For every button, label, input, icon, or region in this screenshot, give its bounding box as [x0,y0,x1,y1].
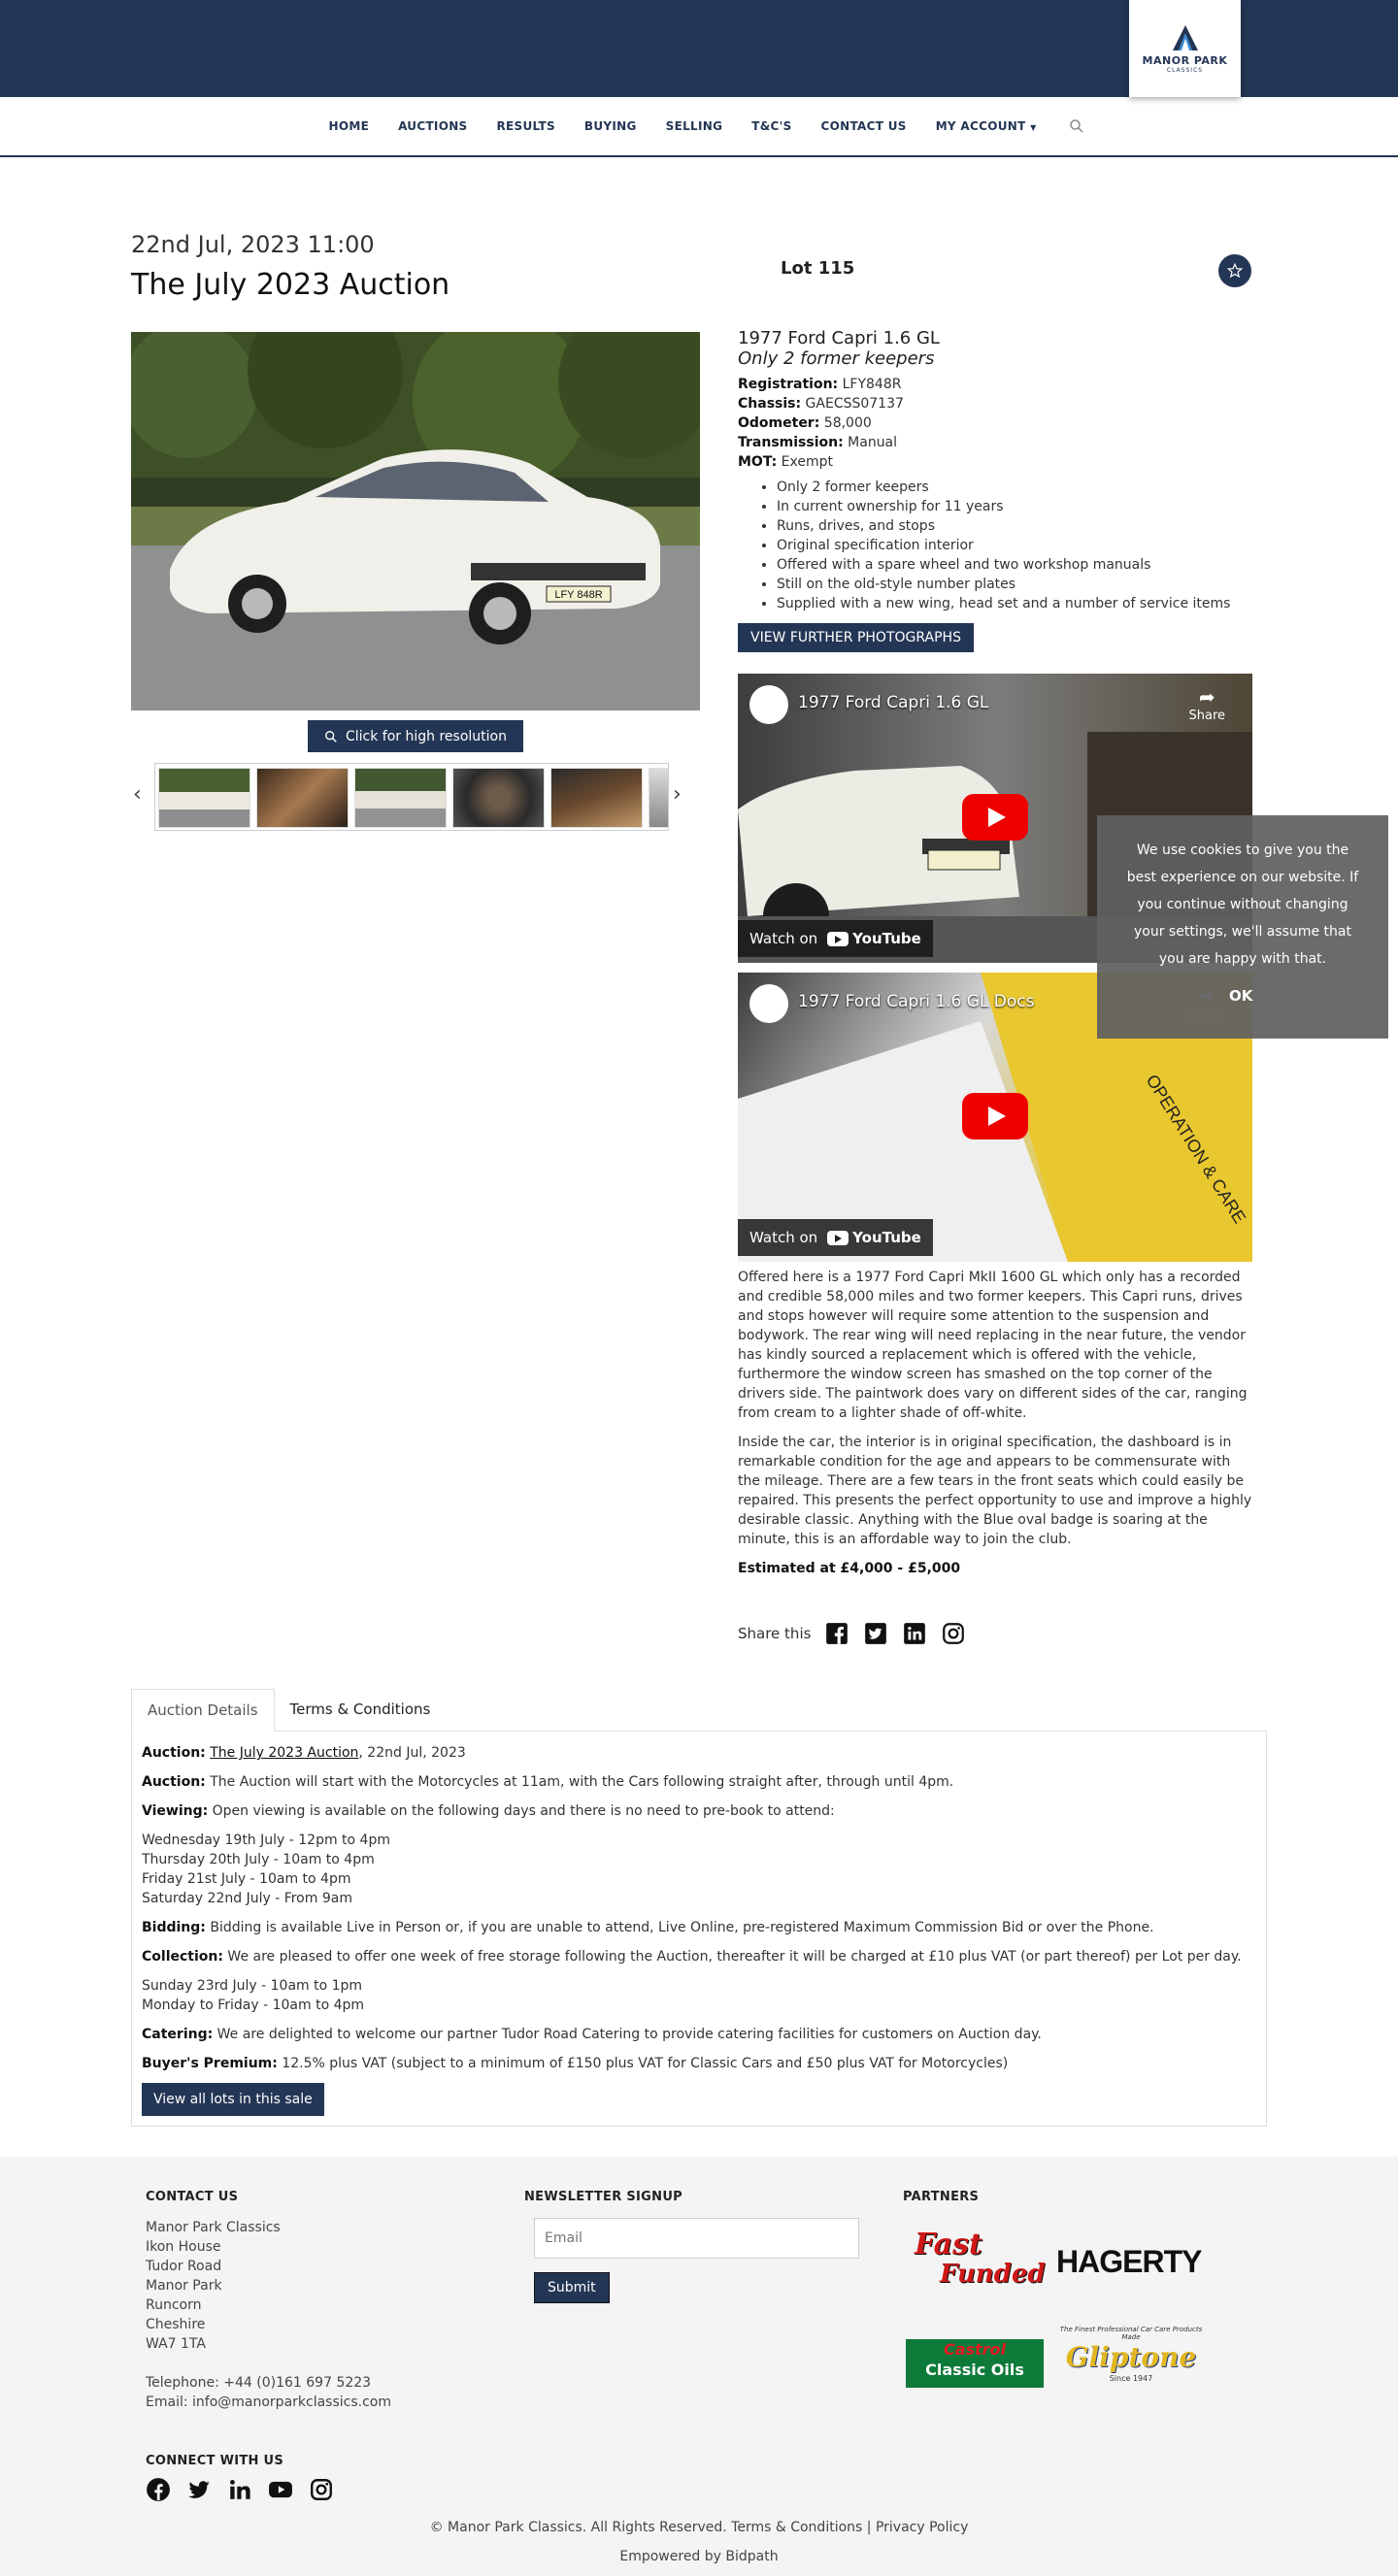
nav-contact[interactable]: CONTACT US [820,119,907,133]
nav-buying[interactable]: BUYING [583,119,637,133]
chevron-right-icon[interactable]: › [673,782,682,807]
catering-line: Catering: We are delighted to welcome our partner Tudor Road Catering to provide catering facilities for customers on Auction day. [142,2027,1042,2042]
logo-mark-icon [1169,23,1202,52]
share-bar [738,1621,966,1646]
video-title[interactable]: 1977 Ford Capri 1.6 GL Docs [798,992,1035,1011]
auction-date: 22nd Jul, 2023 11:00 [131,231,375,258]
number-plate-text: LFY 848R [554,589,603,601]
footer-newsletter [524,2190,859,2303]
video-title[interactable]: 1977 Ford Capri 1.6 GL [798,693,989,712]
watch-on-youtube-button[interactable]: Watch on YouTube [738,1219,933,1256]
cookie-banner [1097,815,1388,1039]
auction-schedule-line: Auction: The Auction will start with the Motorcycles at 11am, with the Cars following straight after, through until 4pm. [142,1774,954,1790]
nav-selling[interactable]: SELLING [665,119,723,133]
nav-terms[interactable]: T&C'S [751,119,792,133]
lot-details [738,328,1252,652]
high-resolution-button[interactable] [308,720,523,752]
video-overlay-text: OPERATION & CARE [1142,1071,1250,1227]
list-item: • Still on the old-style number plates [777,575,1252,594]
collection-line: Collection: We are pleased to offer one week of free storage following the Auction, thereafter it will be charged at £10 plus VAT (or part thereof) per Lot per day. [142,1949,1242,1965]
nav-my-account-label: MY ACCOUNT [935,119,1026,133]
footer-contact: CONTACT US Manor Park Classics Ikon House Tudor Road Manor Park Runcorn Cheshire WA7 1TA Telephone: +44 (0)161 697 5223 Email: info@manorparkclassics.com [146,2190,391,2410]
chevron-left-icon[interactable]: ‹ [133,782,142,807]
cookie-ok-button[interactable]: OK [1229,987,1253,1005]
car-photo [131,332,700,710]
terms-link[interactable]: Terms & Conditions [731,2520,863,2535]
auction-title: The July 2023 Auction [131,268,450,302]
search-icon[interactable] [1069,118,1084,134]
connect-heading: CONNECT WITH US [146,2454,284,2468]
viewing-line: Viewing: Open viewing is available on the following days and there is no need to pre-book to attend: [142,1803,835,1819]
facebook-icon[interactable] [146,2477,171,2502]
copyright-line: © Manor Park Classics. All Rights Reserved. Terms & Conditions | Privacy Policy [429,2520,969,2535]
thumbnail[interactable] [256,768,349,828]
thumbnail-strip [154,763,669,831]
buyers-premium-line: Buyer's Premium: 12.5% plus VAT (subject to a minimum of £150 plus VAT for Classic Cars and £50 plus VAT for Motorcycles) [142,2056,1009,2071]
thumbnail[interactable] [550,768,643,828]
share-button[interactable]: ➦ Share [1188,685,1225,723]
description-paragraph: Offered here is a 1977 Ford Capri MkII 1600 GL which only has a recorded and credible 58,000 miles and two former keepers. This Capri runs, drives and stops however will require some attention to the suspension and bodywork. The rear wing will need replacing in the near future, the vendor has kindly sourced a replacement which is offered with the vehicle, furthermore the window screen has smashed on the top corner of the drivers side. The paintwork does vary on different sides of the car, ranging from cream to a lighter shade of off-white. [738,1270,1248,1421]
linkedin-icon[interactable] [227,2477,252,2502]
social-links [146,2477,334,2502]
spec-odometer: Odometer: 58,000 [738,415,872,431]
high-resolution-label: Click for high resolution [346,728,507,744]
caret-down-icon: ▼ [1030,123,1037,132]
channel-avatar[interactable] [749,685,788,724]
email[interactable]: Email: info@manorparkclassics.com [146,2394,391,2410]
thumbnail[interactable] [354,768,447,828]
auction-link[interactable]: The July 2023 Auction [210,1745,359,1761]
youtube-logo: YouTube [827,930,921,947]
powered-by[interactable]: Empowered by Bidpath [619,2549,779,2564]
view-further-photographs-button[interactable]: VIEW FURTHER PHOTOGRAPHS [738,623,974,652]
description-paragraph: Inside the car, the interior is in original specification, the dashboard is in remarkable condition for the age and appears to be commensurate with the mileage. There are a few tears in the front seats which could easily be repaired. This presents the perfect opportunity to use and improve a highly desirable classic. Anything with the Blue oval badge is soaring at the minute, this is an affordable way to join the club. [738,1435,1252,1547]
spec-mot: MOT: Exempt [738,454,833,470]
play-button[interactable] [962,794,1028,841]
estimate: Estimated at £4,000 - £5,000 [738,1561,961,1576]
twitter-icon[interactable] [186,2477,212,2502]
play-button[interactable] [962,1093,1028,1139]
lot-title: 1977 Ford Capri 1.6 GL [738,328,940,348]
instagram-icon[interactable] [941,1621,966,1646]
youtube-icon[interactable] [268,2477,293,2502]
search-icon [324,730,338,743]
share-label: Share this [738,1625,812,1642]
nav-home[interactable]: HOME [328,119,370,133]
list-item: • In current ownership for 11 years [777,497,1252,516]
star-icon [1226,262,1244,280]
privacy-link[interactable]: Privacy Policy [875,2520,969,2535]
instagram-icon[interactable] [309,2477,334,2502]
watch-on-youtube-button[interactable]: Watch on YouTube [738,920,933,957]
logo-subtext: CLASSICS [1166,67,1204,74]
site-footer [0,2157,1398,2576]
feature-list [777,478,1252,613]
spec-transmission: Transmission: Manual [738,435,898,450]
list-item: • Only 2 former keepers [777,478,1252,497]
nav-my-account[interactable] [921,119,1051,133]
newsletter-email-input[interactable] [534,2218,859,2259]
nav-results[interactable]: RESULTS [496,119,555,133]
footer-heading: NEWSLETTER SIGNUP [524,2190,683,2204]
spec-chassis: Chassis: GAECSS07137 [738,396,904,412]
thumbnail[interactable] [158,768,250,828]
thumbnail-carousel [131,763,700,831]
telephone[interactable]: Telephone: +44 (0)161 697 5223 [146,2375,372,2391]
youtube-logo: YouTube [827,1229,921,1246]
facebook-icon[interactable] [824,1621,849,1646]
share-arrow-icon: ➦ [1198,685,1215,709]
site-logo[interactable] [1129,0,1241,97]
lot-main-image[interactable] [131,332,700,710]
main-nav [0,97,1398,157]
lot-number: Lot 115 [781,258,855,279]
tab-auction-details[interactable]: Auction Details [131,1689,275,1732]
cookie-text: We use cookies to give you the best experience on our website. If you continue without changing your settings, we'll assume that you are happy with that. [1126,842,1359,967]
linkedin-icon[interactable] [902,1621,927,1646]
auction-tabs [131,1689,1267,2127]
footer-heading: CONTACT US [146,2190,239,2204]
auction-name-line: Auction: The July 2023 Auction, 22nd Jul, 2023 [142,1745,466,1761]
list-item: • Supplied with a new wing, head set and a number of service items [777,594,1252,613]
newsletter-submit-button[interactable]: Submit [534,2272,610,2303]
bidding-line: Bidding: Bidding is available Live in Person or, if you are unable to attend, Live Online, pre-registered Maximum Commission Bid or over the Phone. [142,1920,1154,1935]
tab-list [131,1689,1267,1731]
partner-logo-hagerty[interactable]: HAGERTY [1056,2244,1202,2279]
thumbnail[interactable] [649,768,669,828]
list-item: • Offered with a spare wheel and two workshop manuals [777,555,1252,575]
lot-subtitle: Only 2 former keepers [738,348,935,369]
tab-terms-conditions[interactable]: Terms & Conditions [289,1701,431,1718]
view-all-lots-button[interactable]: View all lots in this sale [142,2083,324,2116]
auction-details-panel [131,1731,1267,2127]
youtube-icon [827,932,849,946]
twitter-icon[interactable] [863,1621,888,1646]
partner-logo-castrol[interactable]: Castrol Classic Oils [906,2339,1044,2388]
thumbnail[interactable] [452,768,545,828]
viewing-days: Wednesday 19th July - 12pm to 4pm Thursday 20th July - 10am to 4pm Friday 21st July - 10am to 4pm Saturday 22nd July - From 9am [142,1833,390,1906]
spec-registration: Registration: LFY848R [738,377,902,392]
footer-partners [903,2190,1203,2383]
collection-days: Sunday 23rd July - 10am to 1pm Monday to Friday - 10am to 4pm [142,1978,365,2013]
logo-text: MANOR PARK [1142,54,1228,67]
youtube-icon [827,1231,849,1245]
watchlist-button[interactable] [1218,254,1251,287]
nav-auctions[interactable]: AUCTIONS [398,119,468,133]
partner-logo-fast-funded[interactable]: Fast Funded [915,2228,1046,2289]
lot-description [738,1268,1252,1578]
list-item: • Original specification interior [777,536,1252,555]
channel-avatar[interactable] [749,984,788,1023]
list-item: • Runs, drives, and stops [777,516,1252,536]
partner-logo-gliptone[interactable]: The Finest Professional Car Care Products Made Gliptone Since 1947 [1059,2326,1203,2383]
footer-heading: PARTNERS [903,2190,980,2204]
